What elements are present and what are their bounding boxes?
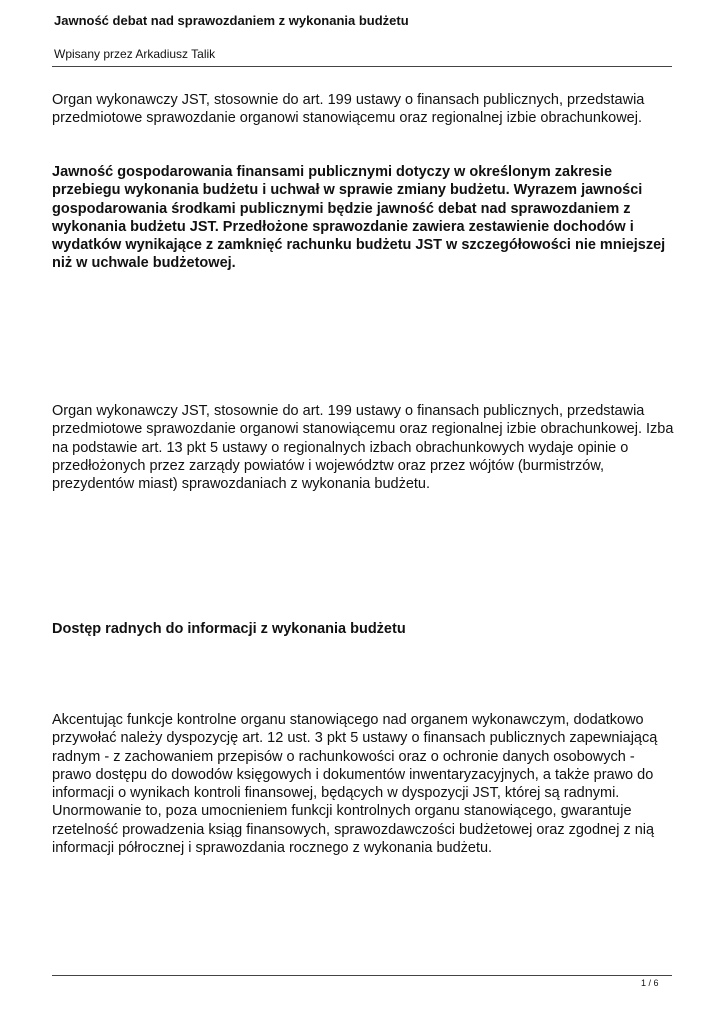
paragraph-councillor-access: Akcentując funkcje kontrolne organu stanowiącego nad organem wykonawczym, dodatkowo przywołać należy dyspozycję art. 12 ust. 3 pkt 5 ustawy o finansach publicznych zapewniającą radnym - z zachowaniem przepisów o rachunkowości oraz o ochronie danych osobowych - prawo dostępu do dowodów księgowych i dokumentów inwentaryzacyjnych, a także prawo do informacji o wynikach kontroli finansowej, będących w dyspozycji JST, której są radnymi. Unormowanie to, poza umocnieniem funkcji kontrolnych organu stanowiącego, gwarantuje rzetelność prowadzenia ksiąg finansowych, sprawozdawczości budżetowej oraz zgodnej z nią informacji półrocznej i sprawozdania rocznego z wykonania budżetu. [52,712,658,857]
footer-divider [52,975,672,976]
header-author: Wpisany przez Arkadiusz Talik [54,47,216,61]
paragraph-transparency: Jawność gospodarowania finansami publicznymi dotyczy w określonym zakresie przebiegu wykonania budżetu i uchwał w sprawie zmiany budżetu. Wyrazem jawności gospodarowania środkami publicznymi będzie jawność debat nad sprawozdaniem z wykonania budżetu JST. Przedłożone sprawozdanie zawiera zestawienie dochodów i wydatków wynikające z zamknięć rachunku budżetu JST w szczegółowości nie mniejszej niż w uchwale budżetowej. [52,164,666,272]
paragraph-rio-opinion: Organ wykonawczy JST, stosownie do art. 199 ustawy o finansach publicznych, przedstawia przedmiotowe sprawozdanie organowi stanowiącemu oraz regionalnej izbie obrachunkowej. Izba na podstawie art. 13 pkt 5 ustawy o regionalnych izbach obrachunkowych wydaje opinie o przedłożonych przez zarządy powiatów i województw oraz przez wójtów (burmistrzów, prezydentów miast) sprawozdaniach z wykonania budżetu. [52,403,674,493]
paragraph-intro: Organ wykonawczy JST, stosownie do art. 199 ustawy o finansach publicznych, przedstawia przedmiotowe sprawozdanie organowi stanowiącemu oraz regionalnej izbie obrachunkowej. [52,92,645,127]
header-title: Jawność debat nad sprawozdaniem z wykonania budżetu [54,13,409,28]
page-number: 1 / 6 [641,978,659,988]
header-divider [52,66,672,67]
section-heading: Dostęp radnych do informacji z wykonania budżetu [52,621,406,637]
